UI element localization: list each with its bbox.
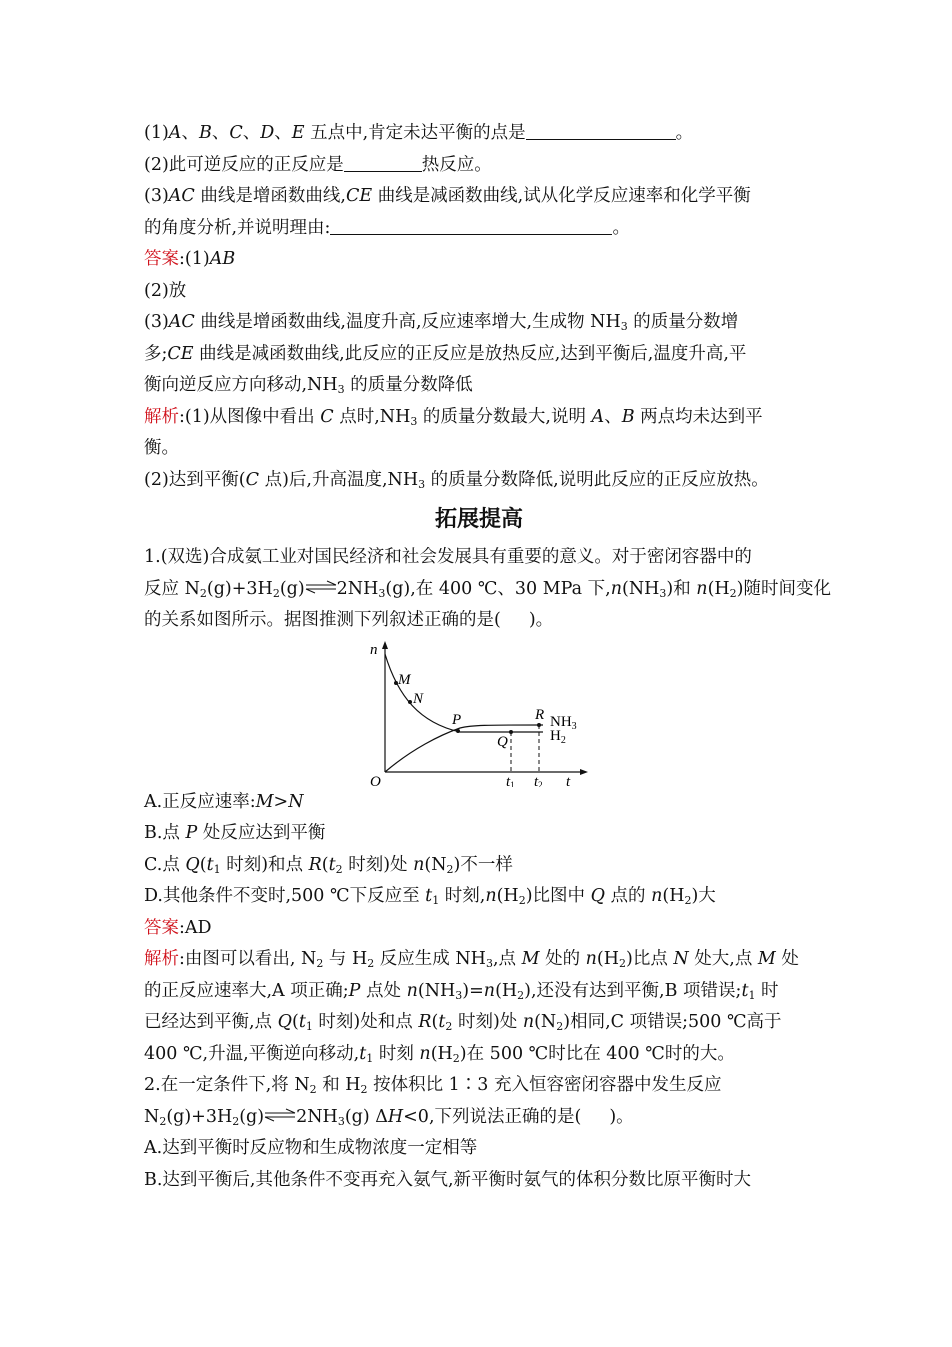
explanation-line-1: 解析:(1)从图像中看出 C 点时$,NH_3$ 的质量分数最大,说明 A、B 两点均未达到平 <box>144 406 763 428</box>
y-axis-label: n <box>370 641 378 658</box>
q2-stem-line-1: 2.在一定条件下,将 $N_2$ 和 $H_2$ 按体积比 1∶3 充入恒容密闭容器中发生反应 <box>144 1075 722 1096</box>
q2-option-b[interactable]: B.达到平衡后,其他条件不变再充入氨气,新平衡时氨气的体积分数比原平衡时大 <box>144 1169 752 1190</box>
q1-explain-line-2: 的正反应速率大,A 项正确;P 点处 $n(NH_3)=n(H_2)$,还没有达到平衡,B 项错误$;t_1$ 时 <box>144 980 779 1002</box>
answer-blank[interactable] <box>330 216 612 235</box>
point-q <box>509 730 513 734</box>
answer-label: 答案 <box>144 917 179 938</box>
answer-line-1: 答案:(1)AB <box>144 249 236 269</box>
q1-explain-line-1: 解析:由图可以看出, $N_2$ 与 $H_2$ 反应生成 $NH_3$,点 M 处的 $n(H_2)$比点 N 处大,点 M 处 <box>144 949 799 970</box>
answer-line-3: (3)AC 曲线是增函数曲线,温度升高,反应速率增大,生成物 $NH_3$ 的质量分数增 <box>144 312 739 333</box>
point-n <box>408 700 412 704</box>
q1-option-c[interactable]: C.点 $Q(t_1$ 时刻)和点 $R(t_2$ 时刻)处 $n(N_2)$不一样 <box>144 854 513 876</box>
label-h2: $H_2$ <box>550 727 566 746</box>
explanation-line-3: (2)达到平衡(C 点)后,升高温度$,NH_3$ 的质量分数降低,说明此反应的正反应放热。 <box>144 469 769 491</box>
answer-line-4: 多;CE 曲线是减函数曲线,此反应的正反应是放热反应,达到平衡后,温度升高,平 <box>144 343 747 364</box>
page-content <box>144 118 831 1196</box>
q1-option-d[interactable]: D.其他条件不变时,500 ℃下反应至 $t_1$ 时刻$,n(H_2)$比图中 Q 点的 $n(H_2)$大 <box>144 886 716 907</box>
q1-stem-line-1: 1.(双选)合成氨工业对国民经济和社会发展具有重要的意义。对于密闭容器中的 <box>144 547 752 567</box>
label-p: P <box>452 711 462 728</box>
q2-stem-line-2: $N_2(g)+3H_2(g)$ $2NH_3(g)$ ΔH<0,下列说法正确的是( )。 <box>144 1106 634 1128</box>
tick-t2: t2 <box>534 773 543 787</box>
question-part-3: (3)AC 曲线是增函数曲线,CE 曲线是减函数曲线,试从化学反应速率和化学平衡 <box>144 186 751 206</box>
answer-line-5: 衡向逆反应方向移动$,NH_3$ 的质量分数降低 <box>144 375 473 396</box>
explanation-label: 解析 <box>144 949 179 969</box>
origin-label: O <box>370 773 381 787</box>
x-axis-arrow-icon <box>580 769 588 775</box>
q1-answer: 答案:AD <box>144 917 212 938</box>
point-r <box>537 723 541 727</box>
answer-label: 答案 <box>144 249 179 269</box>
q1-option-b[interactable]: B.点 P 处反应达到平衡 <box>144 823 326 843</box>
q1-stem-line-2: 反应 $N_2(g)+3H_2(g)$ $2NH_3(g)$,在 400 ℃、30 MPa 下$,n(NH_3)$和 $n(H_2)$随时间变化 <box>144 578 831 600</box>
point-p <box>456 729 460 733</box>
q2-option-a[interactable]: A.达到平衡时反应物和生成物浓度一定相等 <box>144 1138 478 1158</box>
reversible-arrow-icon <box>305 580 337 594</box>
question-part-2: (2)此可逆反应的正反应是 热反应。 <box>144 154 492 175</box>
section-title: 拓展提高 <box>434 507 523 532</box>
x-axis-label: t <box>566 773 571 787</box>
q1-option-a[interactable]: A.正反应速率:M>N <box>144 791 304 812</box>
h2-curve <box>385 654 543 732</box>
q1-explain-line-4: 400 ℃,升温,平衡逆向移动$,t_1$ 时刻 $n(H_2)$在 500 ℃时比在 400 ℃时的大。 <box>144 1043 735 1065</box>
explanation-line-2: 衡。 <box>144 438 179 458</box>
graph-svg <box>360 639 600 787</box>
q1-explain-line-3: 已经达到平衡,点 $Q(t_1$ 时刻)处和点 $R(t_2$ 时刻)处 $n(N_2)$相同,C 项错误;500 ℃高于 <box>144 1012 782 1033</box>
label-m: M <box>398 671 411 688</box>
label-nh3: $NH_3$ <box>550 713 577 732</box>
tick-t1: t1 <box>506 773 515 787</box>
nh3-h2-time-graph <box>144 637 814 787</box>
answer-blank[interactable] <box>344 153 422 172</box>
label-n: N <box>413 690 424 707</box>
label-q: Q <box>497 733 508 750</box>
answer-blank[interactable] <box>526 121 676 140</box>
label-r: R <box>535 706 545 723</box>
question-part-3-cont: 的角度分析,并说明理由: 。 <box>144 217 630 238</box>
q1-stem-line-3: 的关系如图所示。据图推测下列叙述正确的是( )。 <box>144 610 554 630</box>
explanation-label: 解析 <box>144 406 179 427</box>
question-part-1: (1)A、B、C、D、E 五点中,肯定未达平衡的点是 。 <box>144 123 694 143</box>
reversible-arrow-icon <box>264 1108 296 1122</box>
answer-line-2: (2)放 <box>144 280 187 301</box>
y-axis-arrow-icon <box>382 641 388 649</box>
